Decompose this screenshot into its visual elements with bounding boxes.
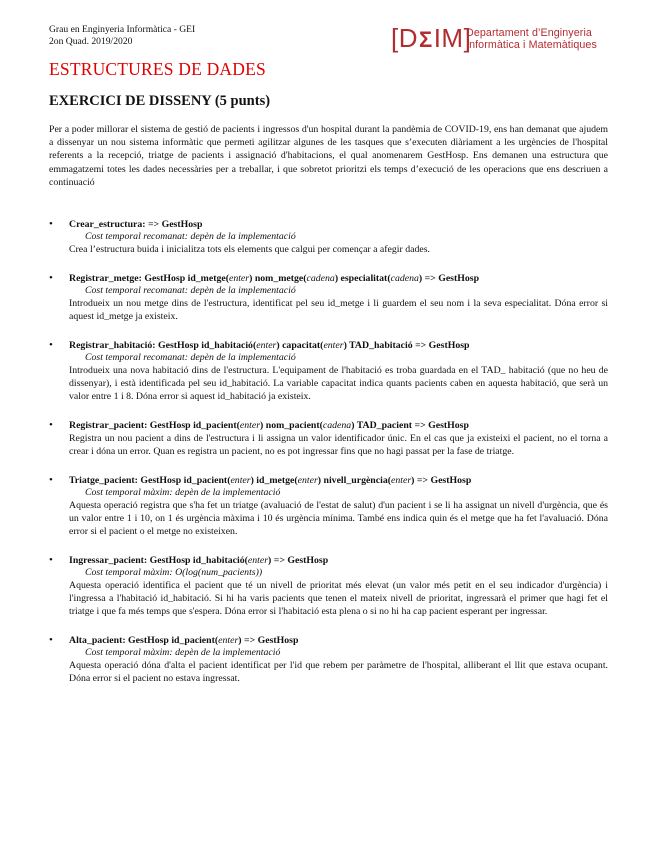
intro-paragraph: Per a poder millorar el sistema de gestió de pacients i ingressos d'un hospital durant la pandèmia de COVID-19, ens han demanat que ajudem a dissenyar un nou sistema informàtic que permeti agilitzar algunes de les tasques que s’executen diàriament a les urgències de l'hospital referents a la recepció, triatge de pacients i assignació d'habitacions, el qual anomenarem GestHosp. Ens demanen una estructura que emmagatzemi totes les dades necessàries per a treballar, i que sobretot prioritzi els temps d’execució de les operacions que ens descriuen a continuació xyxy=(49,124,608,188)
operation-cost: Cost temporal màxim: depèn de la implementació xyxy=(85,487,281,498)
signature-type: enter xyxy=(391,475,412,486)
signature-type: enter xyxy=(228,273,250,284)
signature-text: ) nivell_urgència( xyxy=(317,475,391,486)
operation-signature xyxy=(69,339,608,352)
signature-text: Registrar_habitació: GestHosp id_habitació( xyxy=(69,340,257,351)
operation-signature xyxy=(69,218,608,231)
operation-description: Introdueix un nou metge dins de l'estructura, identificat pel seu id_metge i li guardem el seu nom i la seva especialitat. Dóna error si aquest id_metge ja existeix. xyxy=(69,298,608,322)
signature-text: ) => GestHosp xyxy=(238,635,299,646)
operations-list xyxy=(49,218,608,701)
signature-text: Triatge_pacient: GestHosp id_pacient( xyxy=(69,475,231,486)
exercise-subtitle: EXERCICI DE DISSENY (5 punts) xyxy=(49,93,271,109)
signature-text: ) nom_pacient( xyxy=(260,420,323,431)
bullet-icon: • xyxy=(49,634,53,646)
operation-item xyxy=(49,218,608,256)
operation-description: Crea l’estructura buida i inicialitza tots els elements que calgui per començar a afegir dades. xyxy=(69,244,430,255)
logo-mark-left: [D xyxy=(391,23,418,53)
operation-signature xyxy=(69,272,608,285)
logo-mark xyxy=(391,23,472,53)
operation-item xyxy=(49,339,608,403)
operation-description: Aquesta operació identifica el pacient que té un nivell de prioritat més elevat (un valor més petit en el seu indicador d'urgència) i l'ingressa a l'habitació id_habitació. Si hi ha varis pacients que tenen el mateix nivell de prioritat, ingressarà el primer que hagi fet el triatge i que fa més temps que s'espera. Dóna error si l'habitació esta plena o si no hi ha cap pacient esperant per ingressar. xyxy=(69,580,608,617)
logo-text-line-2: Informàtica i Matemàtiques xyxy=(466,39,597,51)
signature-type: cadena xyxy=(390,273,419,284)
signature-text: ) especialitat( xyxy=(334,273,391,284)
operation-description: Aquesta operació dóna d'alta el pacient identificat per l'id que rebem per paràmetre de l'hospital, alliberant el llit que estava ocupant. Dóna error si el pacient no estava ingressat. xyxy=(69,660,608,684)
signature-text: ) nom_metge( xyxy=(249,273,307,284)
signature-type: enter xyxy=(323,340,344,351)
signature-type: cadena xyxy=(306,273,335,284)
operation-item xyxy=(49,272,608,323)
operation-item xyxy=(49,419,608,458)
operation-signature xyxy=(69,554,608,567)
operation-cost: Cost temporal recomanat: depèn de la implementació xyxy=(85,352,296,363)
signature-type: enter xyxy=(256,340,277,351)
bullet-icon: • xyxy=(49,419,53,431)
signature-text: ) capacitat( xyxy=(276,340,324,351)
bullet-icon: • xyxy=(49,554,53,566)
logo-text xyxy=(466,27,597,51)
bullet-icon: • xyxy=(49,474,53,486)
operation-cost: Cost temporal màxim: depèn de la implementació xyxy=(85,647,281,658)
signature-text: Registrar_metge: GestHosp id_metge( xyxy=(69,273,229,284)
operation-description: Registra un nou pacient a dins de l'estructura i li assigna un valor identificador únic. En el cas que ja existeixi el pacient, no el torna a crear i dóna un error. Quan es registra un pacient, no es pot ingressar fins que no hagi passat per la fase de triatge. xyxy=(69,433,608,457)
signature-text: Alta_pacient: GestHosp id_pacient( xyxy=(69,635,219,646)
signature-text: ) => GestHosp xyxy=(418,273,480,284)
signature-text: ) TAD_habitació => GestHosp xyxy=(343,340,470,351)
operation-description: Aquesta operació registra que s'ha fet un triatge (avaluació de l'estat de salut) d'un pacient i se li ha assignat un nivell d'urgència, que és un valor entre 1 i 10, on 1 és urgència màxima i 10 és urgència mínima. També ens indica quin és el metge que ha fet l'avaluació. Dóna error si el pacient o el metge no existeixen. xyxy=(69,500,608,537)
signature-type: enter xyxy=(247,555,269,566)
signature-text: Registrar_pacient: GestHosp id_pacient( xyxy=(69,420,240,431)
operation-cost: Cost temporal màxim: O(log(num_pacients)) xyxy=(85,567,263,578)
course-header xyxy=(49,24,195,48)
logo-mark-right: IM] xyxy=(433,23,472,53)
signature-text: Ingressar_pacient: GestHosp id_habitació( xyxy=(69,555,248,566)
signature-type: cadena xyxy=(322,420,352,431)
operation-signature xyxy=(69,474,608,487)
bullet-icon: • xyxy=(49,339,53,351)
operation-item xyxy=(49,634,608,685)
signature-text: ) => GestHosp xyxy=(268,555,329,566)
operation-cost: Cost temporal recomanat: depèn de la implementació xyxy=(85,231,296,242)
logo-mark-sigma: Σ xyxy=(419,27,433,52)
logo-text-line-1: Departament d’Enginyeria xyxy=(466,27,592,39)
signature-text: ) => GestHosp xyxy=(411,475,472,486)
operation-signature xyxy=(69,634,608,647)
bullet-icon: • xyxy=(49,218,53,230)
operation-cost: Cost temporal recomanat: depèn de la implementació xyxy=(85,285,296,296)
signature-text: Crear_estructura: => GestHosp xyxy=(69,219,203,230)
department-logo xyxy=(391,24,611,56)
signature-type: enter xyxy=(230,475,251,486)
operation-item xyxy=(49,554,608,618)
signature-type: enter xyxy=(297,475,318,486)
signature-type: enter xyxy=(239,420,261,431)
course-line-2: 2on Quad. 2019/2020 xyxy=(49,36,133,47)
operation-description: Introdueix una nova habitació dins de l'estructura. L'equipament de l'habitació es troba guardada en el TAD_ habitació (que no heu de dissenyar), i està identificada pel seu id_habitació. La variable capacitat indica quants pacients caben en aquesta habitació, que serà un valor entre 1 i 8. Dóna error si aquest id_habitació ja existeix. xyxy=(69,365,608,402)
course-line-1: Grau en Enginyeria Informàtica - GEI xyxy=(49,24,196,35)
operation-signature xyxy=(69,419,608,432)
signature-text: ) id_metge( xyxy=(250,475,298,486)
bullet-icon: • xyxy=(49,272,53,284)
signature-type: enter xyxy=(218,635,239,646)
document-title: ESTRUCTURES DE DADES xyxy=(49,59,266,79)
operation-item xyxy=(49,474,608,538)
signature-text: ) TAD_pacient => GestHosp xyxy=(351,420,469,431)
